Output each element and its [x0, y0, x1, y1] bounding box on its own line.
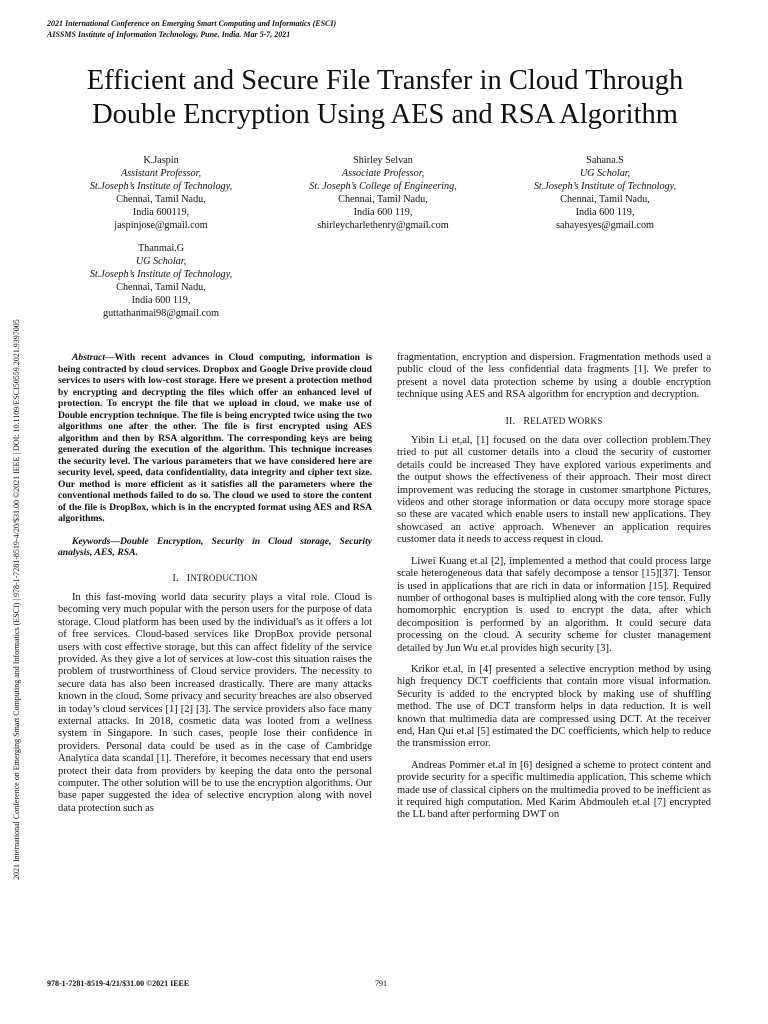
author-city: Chennai, Tamil Nadu,: [560, 194, 650, 205]
title-line-2: Double Encryption Using AES and RSA Algorithm: [92, 99, 678, 130]
abstract-lead: Abstract—: [72, 352, 115, 363]
author-role: UG Scholar,: [135, 256, 187, 267]
related-paragraph: Andreas Pommer et.al in [6] designed a scheme to protect content and provide security for a specific multimedia application. This scheme which made use of classical ciphers on the multimedia proved to be inefficient as it required high computation. Med Karim Abdmouleh et.al [7] encrypted the LL band after performing DWT on: [397, 759, 711, 821]
author-city: Chennai, Tamil Nadu,: [338, 194, 428, 205]
author-city: Chennai, Tamil Nadu,: [116, 194, 206, 205]
author-role: Associate Professor,: [341, 168, 425, 179]
section-heading-introduction: I. INTRODUCTION: [172, 572, 258, 584]
related-paragraph: Krikor et.al, in [4] presented a selective encryption method by using high frequency DCT coefficients that contain more visual information. Security is added to the encrypted block by making use of shuffling method. The use of DCT transform helps in data reduction. It is well known that multimedia data are compressed using DCT. At the receiver end, Han Qui et.al [5] estimated the DC coefficients, which help to reduce the transmission error.: [397, 663, 711, 750]
conference-header: [47, 18, 336, 40]
author-role: Assistant Professor,: [120, 168, 201, 179]
author-affiliation: St.Joseph’s Institute of Technology,: [89, 181, 233, 192]
related-paragraph: Liwei Kuang et.al [2], implemented a method that could process large scale heterogeneous data that safely decompose a tensor [15][37]. Tensor is used in applications that are rich in data or information [15]. Required number of orthogonal bases is multiplied along with the core tensor. Fully homomorphic encryption is used to encrypt the data, after which decomposition is performed by an algorithm. It could secure data processing on the cloud. A security scheme for cluster management detailed by Jun Wu et.al provides high security [3].: [397, 555, 711, 654]
footer-copyright: 978-1-7281-8519-4/21/$31.00 ©2021 IEEE: [47, 979, 190, 988]
author-country: India 600119,: [132, 207, 190, 218]
author-name: Thanmai.G: [137, 243, 185, 254]
abstract: [58, 352, 372, 525]
author-country: India 600 119,: [353, 207, 413, 218]
title-line-1: Efficient and Secure File Transfer in Cloud Through: [86, 65, 684, 96]
side-banner: 2021 International Conference on Emerging Smart Computing and Informatics (ESCI) | 978-1-7281-8519-4/20/$31.00 ©2021 IEEE | DOI: 10.1109/ESCI50559.2021.9397005: [12, 319, 21, 880]
paper-title: [40, 64, 730, 132]
keywords: Keywords—Double Encryption, Security in Cloud storage, Security analysis, AES, RSA.: [58, 535, 372, 558]
author-block: [276, 154, 490, 232]
author-email[interactable]: guttathanmai98@gmail.com: [102, 308, 220, 319]
author-affiliation: St.Joseph’s Institute of Technology,: [89, 269, 233, 280]
author-affiliation: St.Joseph’s Institute of Technology,: [533, 181, 677, 192]
author-city: Chennai, Tamil Nadu,: [116, 282, 206, 293]
abstract-text: With recent advances in Cloud computing, information is being contracted by cloud services. Dropbox and Google Drive provide cloud services to users with low-cost storage. Here we present a protection method by encrypting and decrypting the files which offer an enhanced level of protection. To encrypt the file that we upload in cloud, we make use of Double encryption technique. The file is being encrypted twice using the two algorithms one after the other. The file is first encrypted using AES algorithm and then by RSA algorithm. The corresponding keys are being generated during the execution of the algorithm. This technique increases the security level. The various parameters that we have considered here are security level, speed, data confidentiality, data integrity and cipher text size. Our method is more efficient as it satisfies all the parameters where the conventional methods failed to do so. The cloud we used to store the content of the file is DropBox, which is in the encrypted format using AES and RSA algorithms.: [58, 352, 372, 524]
section-heading-related-works: II. RELATED WORKS: [505, 415, 603, 427]
related-paragraph: Yibin Li et,al, [1] focused on the data over collection problem.They tried to put all customer details into a cloud the security of customer details could be increased They have explored various experiments and the output shows the effectiveness of their approach. Their most direct improvement was reducing the storage in customer smartphone Pictures, videos and other storage information or data occupy more storage space so these are vacated which enable users to install new applications. They showcased an active approach. Whenever an application requires customer data it needs to access request in cloud.: [397, 435, 711, 546]
author-country: India 600 119,: [131, 295, 191, 306]
author-name: Shirley Selvan: [353, 155, 413, 166]
left-column: [58, 352, 372, 815]
author-country: India 600 119,: [575, 207, 635, 218]
author-affiliation: St. Joseph’s College of Engineering,: [309, 181, 457, 192]
author-email[interactable]: jaspinjose@gmail.com: [114, 220, 208, 231]
introduction-paragraph: In this fast-moving world data security plays a vital role. Cloud is becoming very much popular with the person users for the purpose of data storage. Cloud platform has been used by the individual's as it offers a lot of free services. Cloud-based services like DropBox provide personal users with cost effective storage, but this can affect fidelity of the service provided. As they give a lot of services at low-cost this situation raises the problem of trustworthiness of Cloud service providers. The necessity to secure data has also been increased drastically. There are many attacks known in the cloud. Some privacy and security breaches are also observed in today’s cloud services [1] [2] [3]. The service providers also face many external attacks. In 2018, cosmetic data was looted from a wellness system in Singapore. In such cases, people lose their confidence in providers. Personal data could be used as in the case of Cambridge Analytica data scandal [1]. Therefore, it becomes necessary that end users protect their data from providers by keeping the data onto the personal computer. The other solution will be to use the encryption algorithms. Our base paper suggested the idea of selective encryption along with novel data protection such as: [58, 591, 372, 814]
author-block: [498, 154, 712, 232]
conference-venue: AISSMS Institute of Information Technology, Pune, India. Mar 5-7, 2021: [47, 30, 291, 39]
right-column: [397, 352, 711, 822]
author-role: UG Scholar,: [579, 168, 631, 179]
conference-name: 2021 International Conference on Emerging Smart Computing and Informatics (ESCI): [47, 19, 337, 28]
author-name: K.Jaspin: [143, 155, 179, 166]
author-email[interactable]: shirleycharlethenry@gmail.com: [317, 220, 449, 231]
intro-continuation-paragraph: fragmentation, encryption and dispersion. Fragmentation methods used a public cloud of the less confidential data fragments [1]. We prefer to present a novel data protection scheme by using a double encryption technique using AES and RSA algorithm for encryption and decryption.: [397, 352, 711, 401]
author-email[interactable]: sahayesyes@gmail.com: [556, 220, 654, 231]
author-block: [54, 242, 268, 320]
page-number: 791: [375, 979, 387, 988]
author-block: [54, 154, 268, 232]
author-name: Sahana.S: [586, 155, 624, 166]
